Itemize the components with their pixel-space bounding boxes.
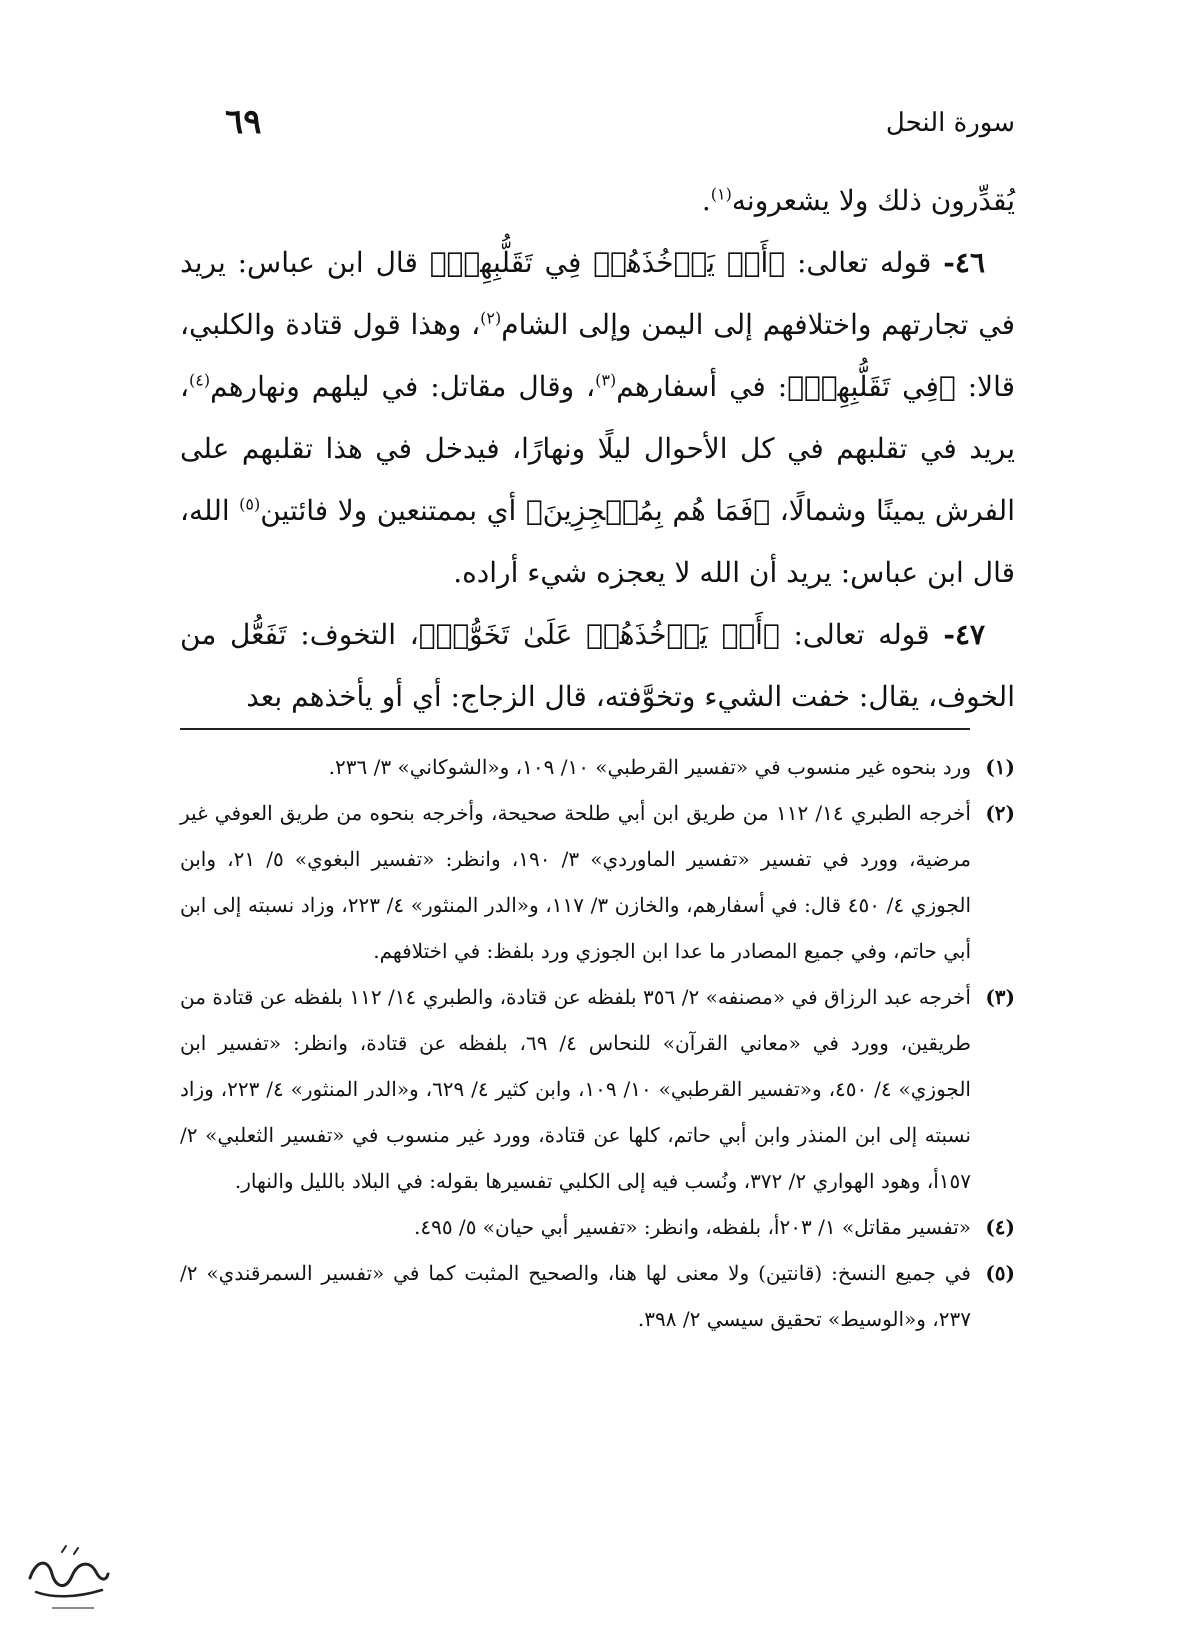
paragraph-continuation — [180, 170, 1015, 232]
footnote-ref: (١) — [710, 184, 732, 204]
footnote — [180, 744, 1015, 790]
footnote-text: أخرجه الطبري ١٤/ ١١٢ من طريق ابن أبي طلحة صحيحة، وأخرجه بنحوه من طريق العوفي غير مرضية، وورد في تفسير «تفسير الماوردي» ٣/ ١٩٠، وانظر: «تفسير البغوي» ٥/ ٢١، وابن الجوزي ٤/ ٤٥٠ قال: في أسفارهم، والخازن ٣/ ١١٧، و«الدر المنثور» ٤/ ٢٢٣، وزاد نسبته إلى ابن أبي حاتم، وفي جميع المصادر ما عدا ابن الجوزي ورد بلفظ: في اختلافهم. — [180, 801, 971, 963]
footnote — [180, 790, 1015, 974]
paragraph-text: ، التخوف: تَفَعُّل من الخوف، يقال: خفت الشيء وتخوَّفته، قال الزجاج: أي أو يأخذهم بعد — [180, 618, 1015, 713]
quran-quote: ﴿أَوۡ يَأۡخُذَهُمۡ عَلَىٰ تَخَوُّفٖ﴾ — [418, 618, 780, 651]
page-number: ٦٩ — [225, 102, 262, 142]
footnote — [180, 1204, 1015, 1250]
quran-quote: ﴿أَوۡ يَأۡخُذَهُمۡ فِي تَقَلُّبِهِمۡ﴾ — [429, 246, 786, 279]
publisher-logo — [22, 1538, 112, 1620]
paragraph-text: يُقدِّرون ذلك ولا يشعرونه — [731, 184, 1015, 217]
paragraph-verse-47 — [180, 604, 1015, 728]
footnote-text: في جميع النسخ: (قانتين) ولا معنى لها هنا، والصحيح المثبت كما في «تفسير السمرقندي» ٢/ ٢٣٧، و«الوسيط» تحقيق سيسي ٢/ ٣٩٨. — [180, 1261, 971, 1331]
page-header — [225, 102, 1015, 148]
paragraph-text: : في أسفارهم — [616, 370, 788, 403]
footnote-text: «تفسير مقاتل» ١/ ٢٠٣أ، بلفظه، وانظر: «تفسير أبي حيان» ٥/ ٤٩٥. — [413, 1215, 971, 1239]
footnote-ref: (٣) — [595, 370, 617, 390]
paragraph-text: قوله تعالى: — [793, 618, 930, 651]
footnote-ref: (٥) — [239, 494, 261, 514]
main-text — [180, 170, 1015, 728]
footnote-number: (١) — [985, 755, 1015, 779]
paragraph-text: ، وهذا قول قتادة والكلبي، قالا: — [180, 308, 1016, 403]
footnote-text: ورد بنحوه غير منسوب في «تفسير القرطبي» ١٠/ ١٠٩، و«الشوكاني» ٣/ ٢٣٦. — [328, 755, 971, 779]
paragraph-text: قال ابن عباس: يريد في تجارتهم واختلافهم إلى اليمن وإلى الشام — [180, 246, 1015, 341]
paragraph-text: ، يريد في تقلبهم في كل الأحوال ليلًا ونهارًا، فيدخل في هذا تقلبهم على الفرش يمينًا وشمالًا، — [180, 370, 1015, 527]
paragraph-text: أي بممتنعين ولا فائتين — [260, 494, 517, 527]
paragraph-text: الله، قال ابن عباس: يريد أن الله لا يعجزه شيء أراده. — [180, 494, 1015, 589]
footnote-number: (٤) — [985, 1215, 1015, 1239]
footnote-text: أخرجه عبد الرزاق في «مصنفه» ٢/ ٣٥٦ بلفظه عن قتادة، والطبري ١٤/ ١١٢ بلفظه عن قتادة من طريقين، وورد في «معاني القرآن» للنحاس ٤/ ٦٩، بلفظه عن قتادة، وانظر: «تفسير ابن الجوزي» ٤/ ٤٥٠، و«تفسير القرطبي» ١٠/ ١٠٩، وابن كثير ٤/ ٦٢٩، و«الدر المنثور» ٤/ ٢٢٣، وزاد نسبته إلى ابن المنذر وابن أبي حاتم، كلها عن قتادة، وورد غير منسوب في «تفسير الثعلبي» ٢/ ١٥٧أ، وهود الهواري ٢/ ٣٧٢، ونُسب فيه إلى الكلبي تفسيرها بقوله: في البلاد بالليل والنهار. — [180, 985, 971, 1193]
paragraph-end: . — [701, 184, 711, 217]
footnotes — [180, 744, 1015, 1342]
footnote-separator — [180, 728, 970, 730]
footnote-number: (٢) — [985, 801, 1015, 825]
surah-title: سورة النحل — [885, 108, 1015, 138]
footnote-ref: (٤) — [189, 370, 211, 390]
footnote-ref: (٢) — [480, 308, 502, 328]
paragraph-verse-46 — [180, 232, 1015, 604]
footnote — [180, 1250, 1015, 1342]
footnote-number: (٥) — [985, 1261, 1015, 1285]
verse-number: ٤٦- — [943, 246, 985, 279]
footnote — [180, 974, 1015, 1204]
verse-number: ٤٧- — [943, 618, 986, 651]
footnote-number: (٣) — [985, 985, 1015, 1009]
paragraph-text: ، وقال مقاتل: في ليلهم ونهارهم — [210, 370, 596, 403]
quran-quote: ﴿فِي تَقَلُّبِهِمۡ﴾ — [787, 370, 956, 403]
paragraph-text: قوله تعالى: — [796, 246, 932, 279]
quran-quote: ﴿فَمَا هُم بِمُعۡجِزِينَ﴾ — [525, 494, 771, 527]
